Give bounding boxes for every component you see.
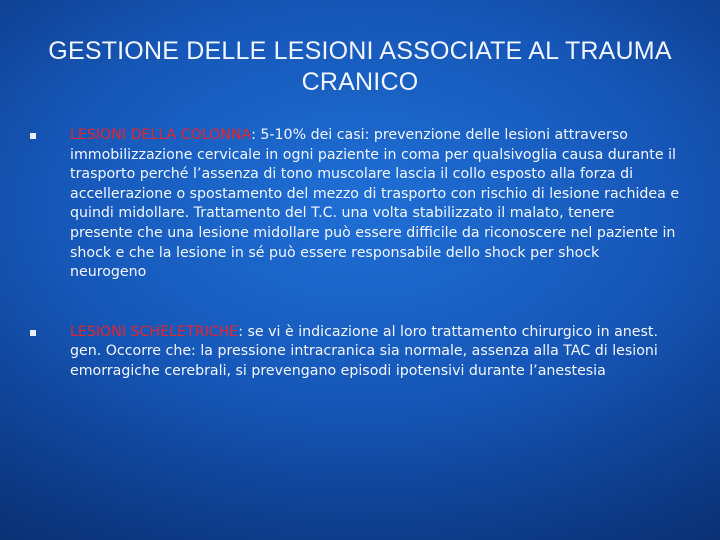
bullet-item-skeletal-injuries xyxy=(30,323,680,382)
bullet-list xyxy=(30,126,680,382)
bullet-text: : 5-10% dei casi: prevenzione delle lesioni attraverso immobilizzazione cervicale in ogni paziente in coma per qualsivoglia causa durante il trasporto perché l’assenza di tono muscolare lascia il collo esposto alla forza di accellerazione o spostamento del mezzo di trasporto con rischio di lesione rachidea e quindi midollare. Trattamento del T.C. una volta stabilizzato il malato, tenere presente che una lesione midollare può essere difficile da riconoscere nel paziente in shock e che la lesione in sé può essere responsabile dello shock per shock neurogeno xyxy=(70,127,680,281)
bullet-item-spine-injuries xyxy=(30,126,680,283)
square-bullet-icon xyxy=(30,330,36,336)
bullet-highlight: LESIONI SCHELETRICHE xyxy=(70,323,239,340)
square-bullet-icon xyxy=(30,133,36,139)
bullet-text: : se vi è indicazione al loro trattamento chirurgico in anest. gen. Occorre che: la pressione intracranica sia normale, assenza alla TAC di lesioni emorragiche cerebrali, si prevengano episodi ipotensivi durante l’anestesia xyxy=(70,323,658,379)
bullet-highlight: LESIONI DELLA COLONNA xyxy=(70,127,252,143)
slide-title: GESTIONE DELLE LESIONI ASSOCIATE AL TRAUMA CRANICO xyxy=(48,37,672,96)
